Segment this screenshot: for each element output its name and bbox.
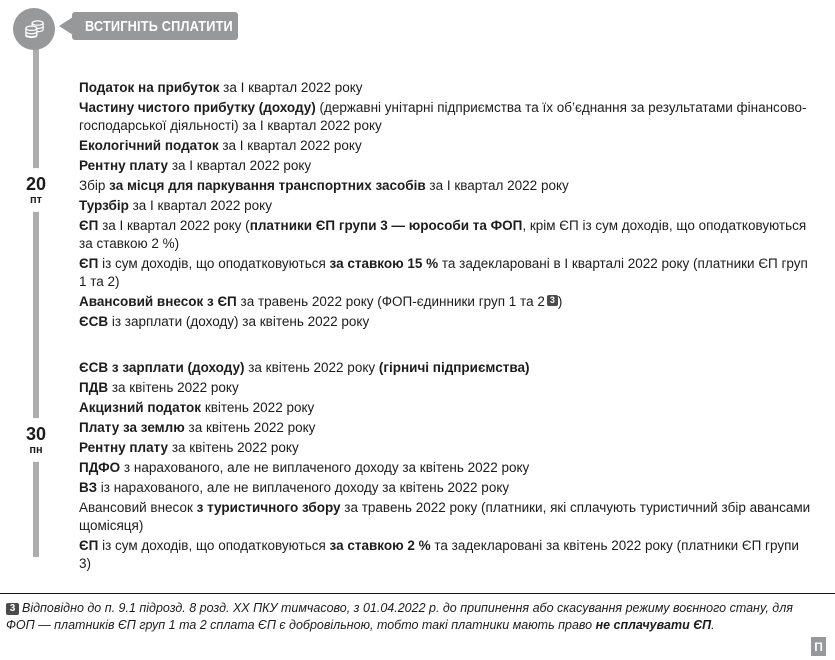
deadline-group bbox=[79, 359, 811, 573]
tax-item: Рентну плату за І квартал 2022 року bbox=[79, 158, 312, 173]
banner-arrow-icon bbox=[59, 17, 73, 35]
tax-item: Плату за землю за квітень 2022 року bbox=[79, 420, 316, 435]
timeline-line bbox=[33, 49, 39, 557]
tax-item: Збір за місця для паркування транспортних засобів за І квартал 2022 року bbox=[79, 178, 569, 193]
tax-item: Турзбір за І квартал 2022 року bbox=[79, 198, 272, 213]
tax-item: Частину чистого прибутку (доходу) (державні унітарні підприємства та їх об’єднання за результатами фінансово-господарської діяльності) за І квартал 2022 року bbox=[79, 100, 807, 133]
coins-icon bbox=[13, 8, 55, 50]
tax-item: ЄСВ з зарплати (доходу) за квітень 2022 року (гірничі підприємства) bbox=[79, 360, 530, 375]
tax-item: ПДФО з нарахованого, але не виплаченого доходу за квітень 2022 року bbox=[79, 460, 530, 475]
tax-item: ПДВ за квітень 2022 року bbox=[79, 380, 239, 395]
date-weekday: пн bbox=[29, 443, 43, 456]
footnote-ref-3: 3 bbox=[6, 603, 19, 615]
date-day: 20 bbox=[25, 173, 47, 194]
tax-item: Акцизний податок квітень 2022 року bbox=[79, 400, 315, 415]
tax-item: ЄП із сум доходів, що оподатковуються за ставкою 2 % та задекларовані за квітень 2022 року (платники ЄП групи 3) bbox=[79, 538, 799, 571]
tax-item: Податок на прибуток за І квартал 2022 року bbox=[79, 80, 363, 95]
date-badge-20 bbox=[14, 168, 58, 212]
tax-item: ЄП за І квартал 2022 року (платники ЄП групи 3 — юрособи та ФОП, крім ЄП із сум доходів, що оподатковуються за ставкою 2 %) bbox=[79, 218, 807, 251]
tax-item: Екологічний податок за І квартал 2022 року bbox=[79, 138, 362, 153]
tax-item: ЄП із сум доходів, що оподатковуються за ставкою 15 % та задекларовані в І кварталі 2022 року (платники ЄП груп 1 та 2) bbox=[79, 256, 808, 289]
deadline-group bbox=[79, 79, 811, 331]
date-badge-30 bbox=[14, 418, 58, 462]
tax-item: Авансовий внесок з туристичного збору за травень 2022 року (платники, які сплачують туристичний збір авансами щомісяця) bbox=[79, 500, 811, 533]
tax-item: Авансовий внесок з ЄП за травень 2022 року (ФОП-єдинники груп 1 та 2 3 ) bbox=[79, 294, 563, 309]
footnote: 3 Відповідно до п. 9.1 підрозд. 8 розд. ХХ ПКУ тимчасово, з 01.04.2022 р. до припинення або скасування режиму воєнного стану, для ФОП — платників ЄП груп 1 та 2 сплата ЄП є добровільною, тобто такі платники мають право не сплачувати ЄП. bbox=[6, 601, 793, 632]
date-weekday: пт bbox=[29, 193, 43, 206]
tax-deadline-list bbox=[79, 79, 811, 601]
date-day: 30 bbox=[25, 423, 47, 444]
publisher-logo: П bbox=[811, 637, 826, 656]
tax-item: Рентну плату за квітень 2022 року bbox=[79, 440, 299, 455]
footnote-ref-3: 3 bbox=[547, 295, 558, 306]
tax-item: ЄСВ із зарплати (доходу) за квітень 2022 року bbox=[79, 314, 370, 329]
page-title: ВСТИГНІТЬ СПЛАТИТИ bbox=[85, 17, 233, 35]
coins-icon-glyph bbox=[21, 16, 48, 43]
header-banner bbox=[72, 12, 238, 40]
tax-item: ВЗ із нарахованого, але не виплаченого доходу за квітень 2022 року bbox=[79, 480, 510, 495]
